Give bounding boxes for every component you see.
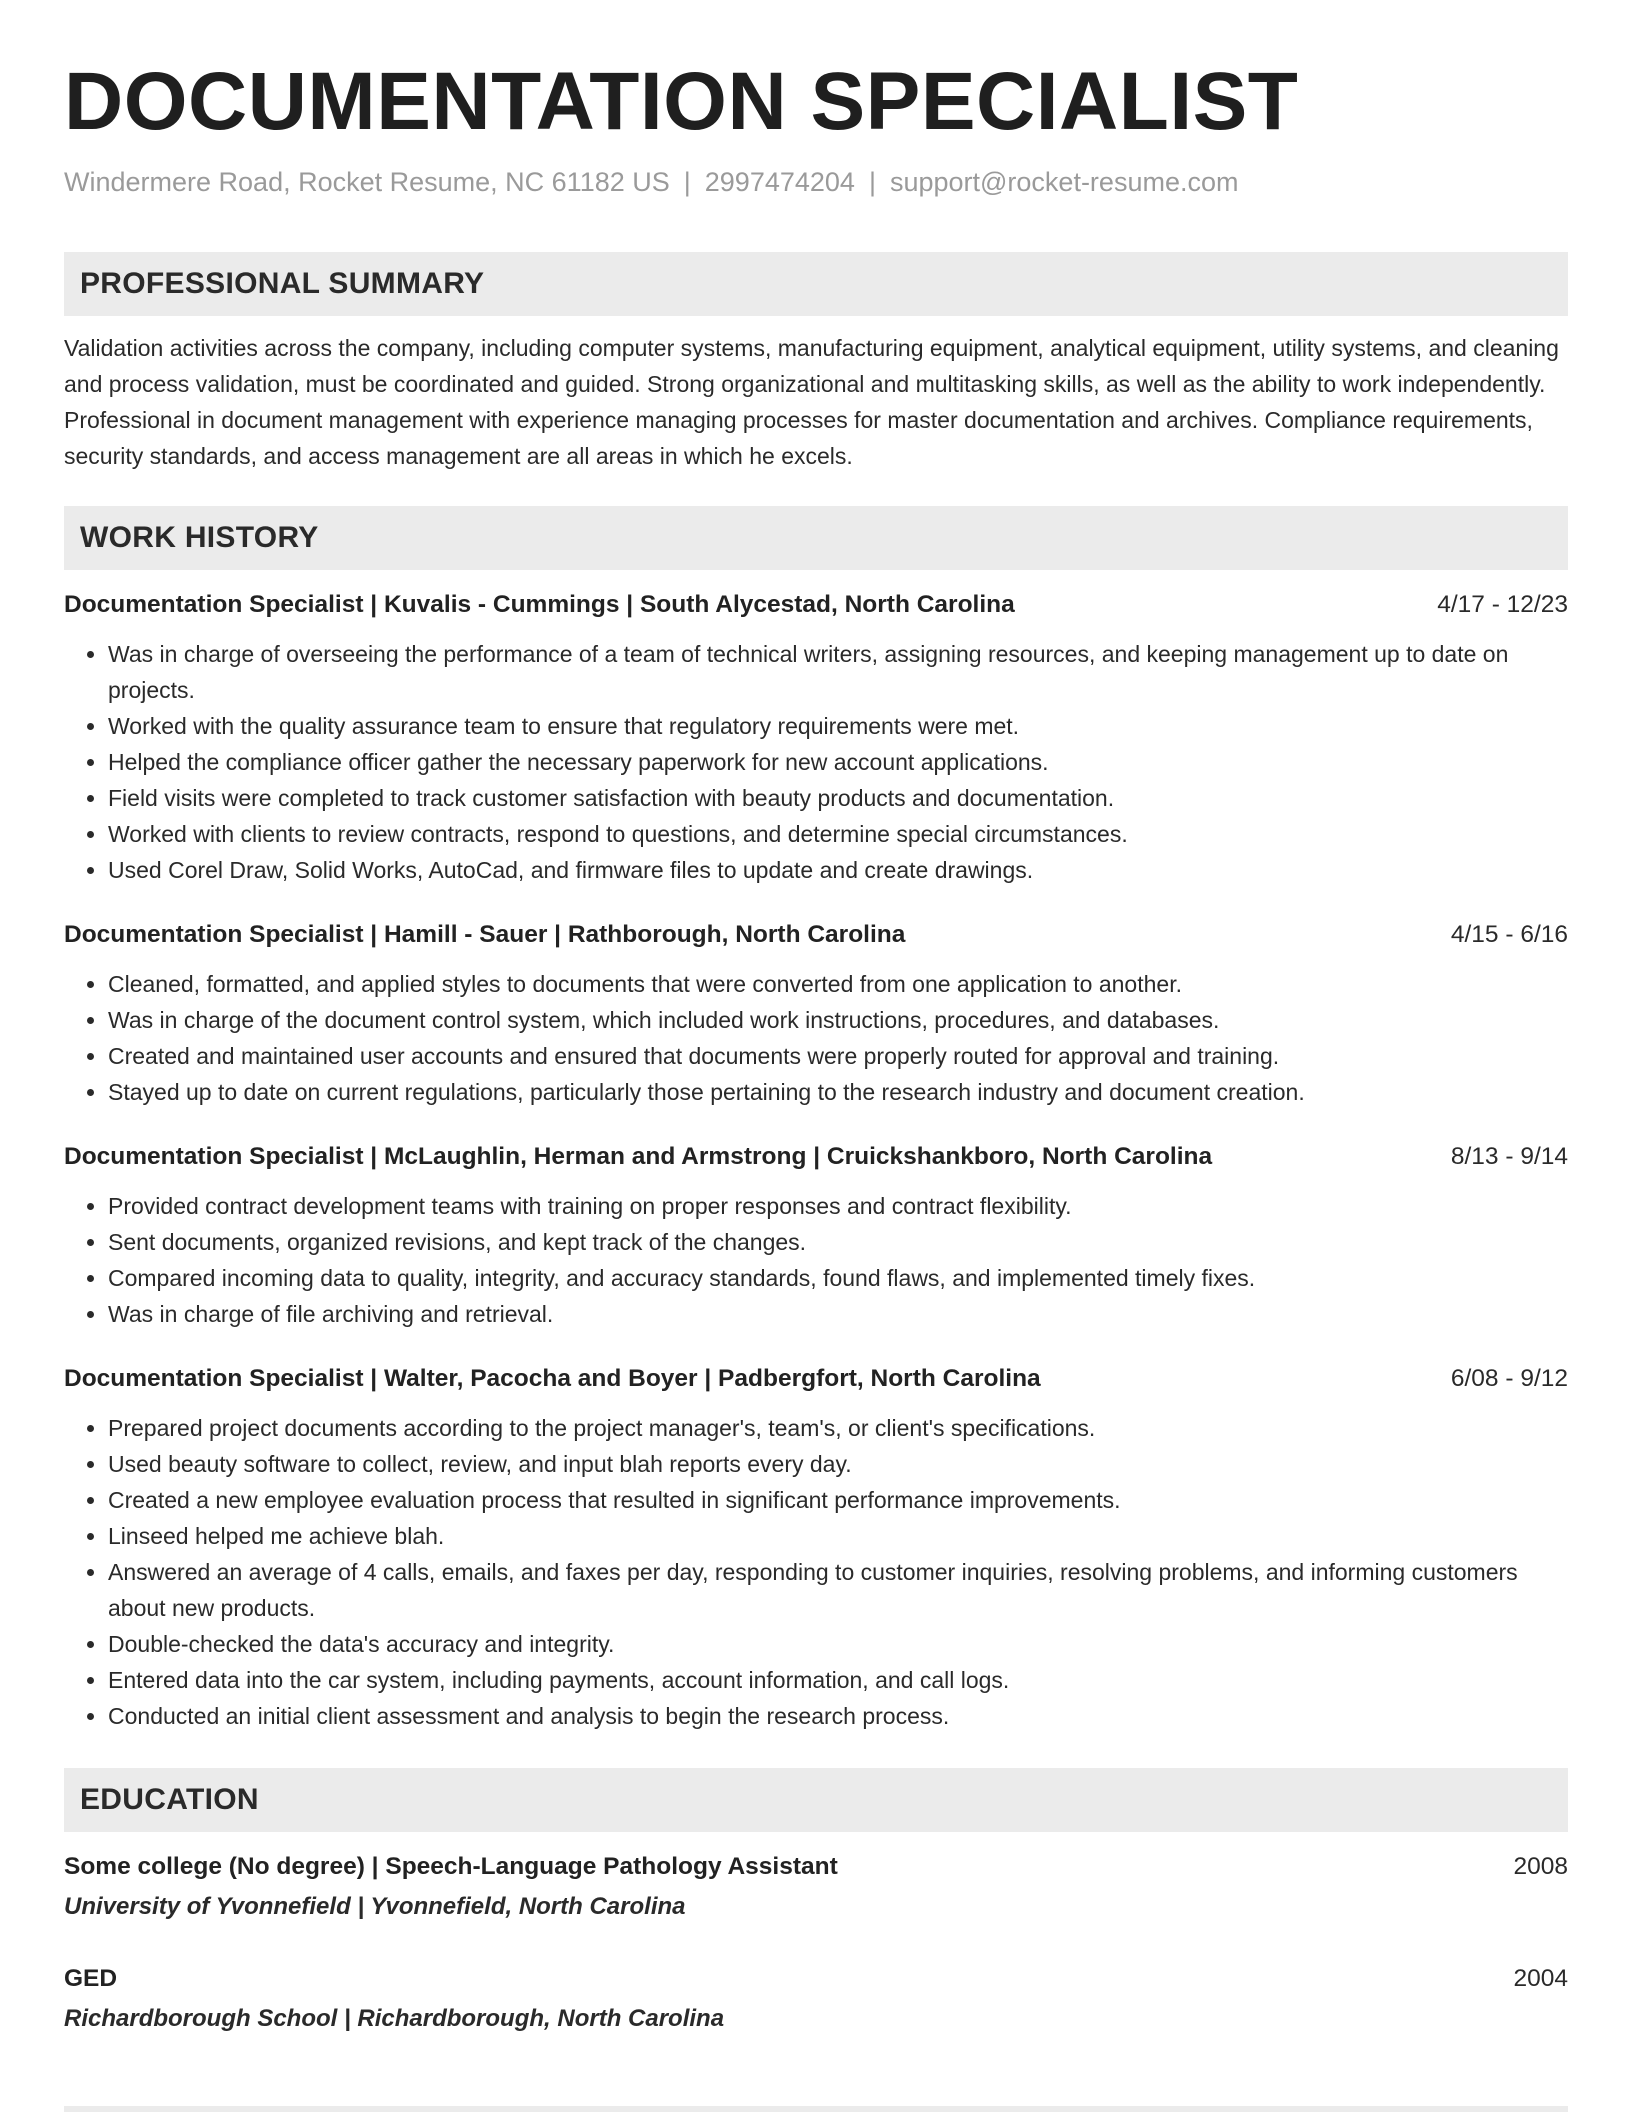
job-dates: 6/08 - 9/12 xyxy=(1450,1365,1568,1392)
job-bullet: • Worked with the quality assurance team to ensure that regulatory requirements were met. xyxy=(108,708,1568,744)
job-dates: 4/15 - 6/16 xyxy=(1450,921,1568,948)
job-dates: 4/17 - 12/23 xyxy=(1437,591,1568,618)
contact-separator: | xyxy=(683,167,691,197)
job-title: Documentation Specialist | McLaughlin, Herman and Armstrong | Cruickshankboro, North Carolina xyxy=(64,1143,1213,1170)
job-entry xyxy=(64,1362,1568,1734)
section-heading-education: EDUCATION xyxy=(64,1768,1568,1832)
job-bullet: • Was in charge of overseeing the performance of a team of technical writers, assigning resources, and keeping management up to date on projects. xyxy=(108,636,1568,708)
job-bullet: • Was in charge of the document control system, which included work instructions, procedures, and databases. xyxy=(108,1002,1568,1038)
education-school: University of Yvonnefield | Yvonnefield, North Carolina xyxy=(64,1893,686,1920)
job-bullet: • Was in charge of file archiving and retrieval. xyxy=(108,1296,1568,1332)
section-heading-work-history: WORK HISTORY xyxy=(64,506,1568,570)
job-header xyxy=(64,918,1568,952)
section-heading-summary: PROFESSIONAL SUMMARY xyxy=(64,252,1568,316)
job-bullet-list xyxy=(64,966,1568,1110)
candidate-title: DOCUMENTATION SPECIALIST xyxy=(64,56,1299,147)
education-school: Richardborough School | Richardborough, North Carolina xyxy=(64,2005,725,2032)
job-bullet: • Answered an average of 4 calls, emails, and faxes per day, responding to customer inquiries, resolving problems, and informing customers about new products. xyxy=(108,1554,1568,1626)
job-title: Documentation Specialist | Kuvalis - Cummings | South Alycestad, North Carolina xyxy=(64,591,1015,618)
education-header xyxy=(64,1962,1568,1996)
job-bullet: • Cleaned, formatted, and applied styles to documents that were converted from one application to another. xyxy=(108,966,1568,1002)
job-title: Documentation Specialist | Walter, Pacocha and Boyer | Padbergfort, North Carolina xyxy=(64,1365,1041,1392)
bottom-section-divider xyxy=(64,2106,1568,2112)
job-bullet-list xyxy=(64,1188,1568,1332)
education-entry xyxy=(64,1962,1568,2036)
job-bullet: • Prepared project documents according to the project manager's, team's, or client's specifications. xyxy=(108,1410,1568,1446)
job-bullet: • Sent documents, organized revisions, and kept track of the changes. xyxy=(108,1224,1568,1260)
job-bullet: • Linseed helped me achieve blah. xyxy=(108,1518,1568,1554)
job-entry xyxy=(64,1140,1568,1332)
job-bullet-list xyxy=(64,1410,1568,1734)
job-bullet: • Double-checked the data's accuracy and integrity. xyxy=(108,1626,1568,1662)
education-header xyxy=(64,1850,1568,1884)
education-degree: Some college (No degree) | Speech-Language Pathology Assistant xyxy=(64,1853,838,1880)
job-title: Documentation Specialist | Hamill - Sauer | Rathborough, North Carolina xyxy=(64,921,906,948)
job-bullet: • Conducted an initial client assessment and analysis to begin the research process. xyxy=(108,1698,1568,1734)
job-entry xyxy=(64,918,1568,1110)
job-bullet: • Worked with clients to review contracts, respond to questions, and determine special circumstances. xyxy=(108,816,1568,852)
job-bullet: • Field visits were completed to track customer satisfaction with beauty products and documentation. xyxy=(108,780,1568,816)
contact-line xyxy=(64,164,1568,200)
job-header xyxy=(64,588,1568,622)
education-entry xyxy=(64,1850,1568,1924)
job-bullet: • Compared incoming data to quality, integrity, and accuracy standards, found flaws, and implemented timely fixes. xyxy=(108,1260,1568,1296)
job-bullet: • Helped the compliance officer gather the necessary paperwork for new account applications. xyxy=(108,744,1568,780)
contact-email: support@rocket-resume.com xyxy=(889,167,1239,197)
job-bullet: • Entered data into the car system, including payments, account information, and call logs. xyxy=(108,1662,1568,1698)
contact-phone: 2997474204 xyxy=(704,167,855,197)
job-bullet-list xyxy=(64,636,1568,888)
job-header xyxy=(64,1362,1568,1396)
job-bullet: • Created and maintained user accounts and ensured that documents were properly routed for approval and training. xyxy=(108,1038,1568,1074)
contact-separator: | xyxy=(868,167,876,197)
education-year: 2004 xyxy=(1513,1965,1568,1992)
resume-page xyxy=(64,52,1568,2036)
contact-address: Windermere Road, Rocket Resume, NC 61182 US xyxy=(64,167,670,197)
job-bullet: • Stayed up to date on current regulations, particularly those pertaining to the research industry and document creation. xyxy=(108,1074,1568,1110)
job-dates: 8/13 - 9/14 xyxy=(1450,1143,1568,1170)
education-year: 2008 xyxy=(1513,1853,1568,1880)
job-entry xyxy=(64,588,1568,888)
job-header xyxy=(64,1140,1568,1174)
education-degree: GED xyxy=(64,1965,118,1992)
job-bullet: • Used beauty software to collect, review, and input blah reports every day. xyxy=(108,1446,1568,1482)
job-bullet: • Provided contract development teams with training on proper responses and contract flexibility. xyxy=(108,1188,1568,1224)
job-bullet: • Created a new employee evaluation process that resulted in significant performance improvements. xyxy=(108,1482,1568,1518)
job-bullet: • Used Corel Draw, Solid Works, AutoCad, and firmware files to update and create drawings. xyxy=(108,852,1568,888)
summary-paragraph: Validation activities across the company, including computer systems, manufacturing equipment, analytical equipment, utility systems, and cleaning and process validation, must be coordinated and guided. Strong organizational and multitasking skills, as well as the ability to work independently. Professional in document management with experience managing processes for master documentation and archives. Compliance requirements, security standards, and access management are all areas in which he excels. xyxy=(64,335,1559,469)
